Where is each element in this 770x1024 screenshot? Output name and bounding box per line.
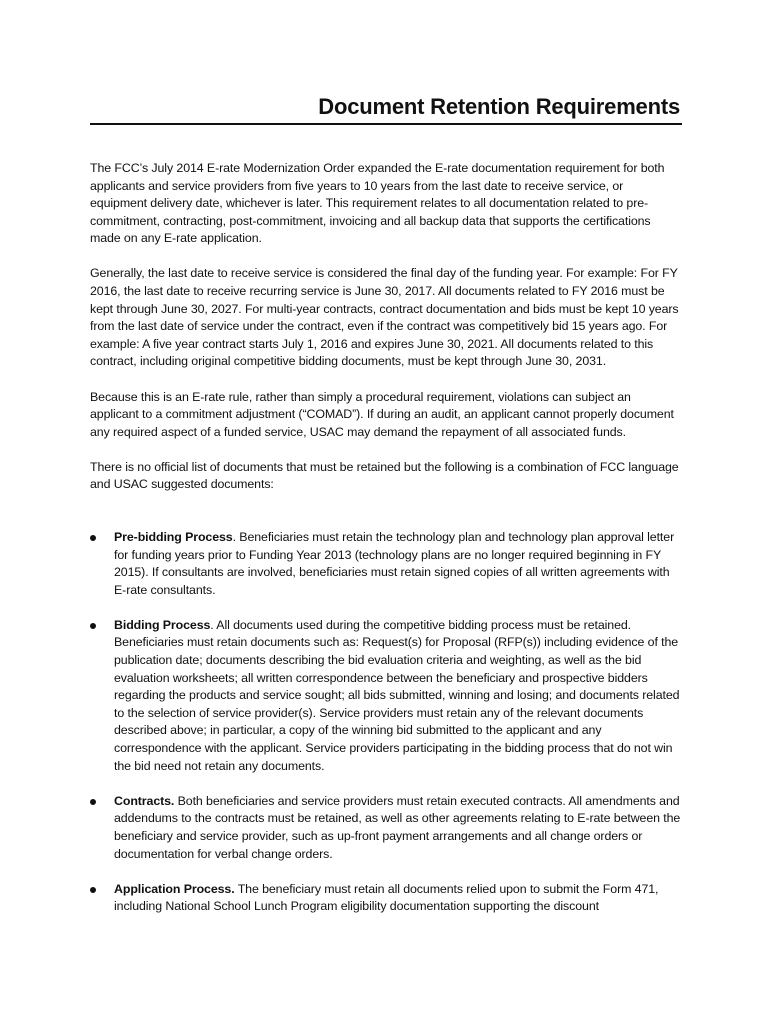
bullet-text: . Beneficiaries must retain the technology plan and technology plan approval letter for funding years prior to Funding Year 2013 (technology plans are no longer required beginning in FY 2015). If consultants are involved, beneficiaries must retain signed copies of all written agreements with E-rate consultants. (114, 530, 675, 597)
bullet-text: Both beneficiaries and service providers must retain executed contracts. All amendments and addendums to the contracts must be retained, as well as other agreements relating to E-rate between the beneficiary and service provider, such as up-front payment arrangements and all change orders or documentation for verbal change orders. (114, 793, 681, 861)
bullet-bidding-process (90, 617, 682, 775)
paragraph-last-service-date: Generally, the last date to receive service is considered the final day of the funding year. For example: For FY 2016, the last date to receive recurring service is June 30, 2017. All documents related to FY 2016 must be kept through June 30, 2027. For multi-year contracts, contract documentation and bids must be kept 10 years from the last date of service under the contract, even if the contract was competitively bid 15 years ago. For example: A five year contract starts July 1, 2016 and expires June 30, 2021. All documents related to this contract, including original competitive bidding documents, must be kept through June 30, 2031. (90, 266, 679, 369)
document-page (0, 94, 770, 1024)
bullet-heading: Bidding Process (114, 617, 211, 632)
retention-bullet-list (90, 529, 682, 916)
paragraph-documents-list-intro: There is no official list of documents that must be retained but the following is a combination of FCC language and USAC suggested documents: (90, 459, 679, 492)
bullet-contracts (90, 793, 682, 863)
bullet-heading: Contracts. (114, 793, 175, 808)
bullet-dot-icon (90, 799, 96, 805)
bullet-dot-icon (90, 623, 96, 629)
paragraph-comad: Because this is an E-rate rule, rather than simply a procedural requirement, violations can subject an applicant to a commitment adjustment (“COMAD”). If during an audit, an applicant cannot properly document any required aspect of a funded service, USAC may demand the repayment of all associated funds. (90, 389, 674, 439)
bullet-pre-bidding-process (90, 529, 682, 599)
bullet-text: The beneficiary must retain all documents relied upon to submit the Form 471, including National School Lunch Program eligibility documentation supporting the discount (114, 881, 659, 914)
bullet-dot-icon (90, 887, 96, 893)
bullet-text: . All documents used during the competitive bidding process must be retained. Beneficiaries must retain documents such as: Request(s) for Proposal (RFP(s)) including evidence of the publication date; documents describing the bid evaluation criteria and weighting, as well as the bid evaluation worksheets; all written correspondence between the beneficiary and prospective bidders regarding the products and service sought; all bids submitted, winning and losing; and documents related to the selection of service provider(s). Service providers must retain any of the relevant documents described above; in particular, a copy of the winning bid submitted to the applicant and any correspondence with the applicant. Service providers participating in the bidding process that do not win the bid need not retain any documents. (114, 617, 680, 773)
bullet-heading: Pre-bidding Process (114, 530, 233, 544)
bullet-dot-icon (90, 535, 96, 541)
paragraph-intro: The FCC’s July 2014 E-rate Modernization Order expanded the E-rate documentation requirement for both applicants and service providers from five years to 10 years from the last date to receive service, or equipment delivery date, whichever is later. This requirement relates to all documentation related to pre-commitment, contracting, post-commitment, invoicing and all backup data that supports the certifications made on any E-rate application. (90, 161, 665, 246)
bullet-heading: Application Process. (114, 881, 235, 896)
bullet-application-process (90, 881, 682, 916)
page-title: Document Retention Requirements (90, 94, 682, 125)
